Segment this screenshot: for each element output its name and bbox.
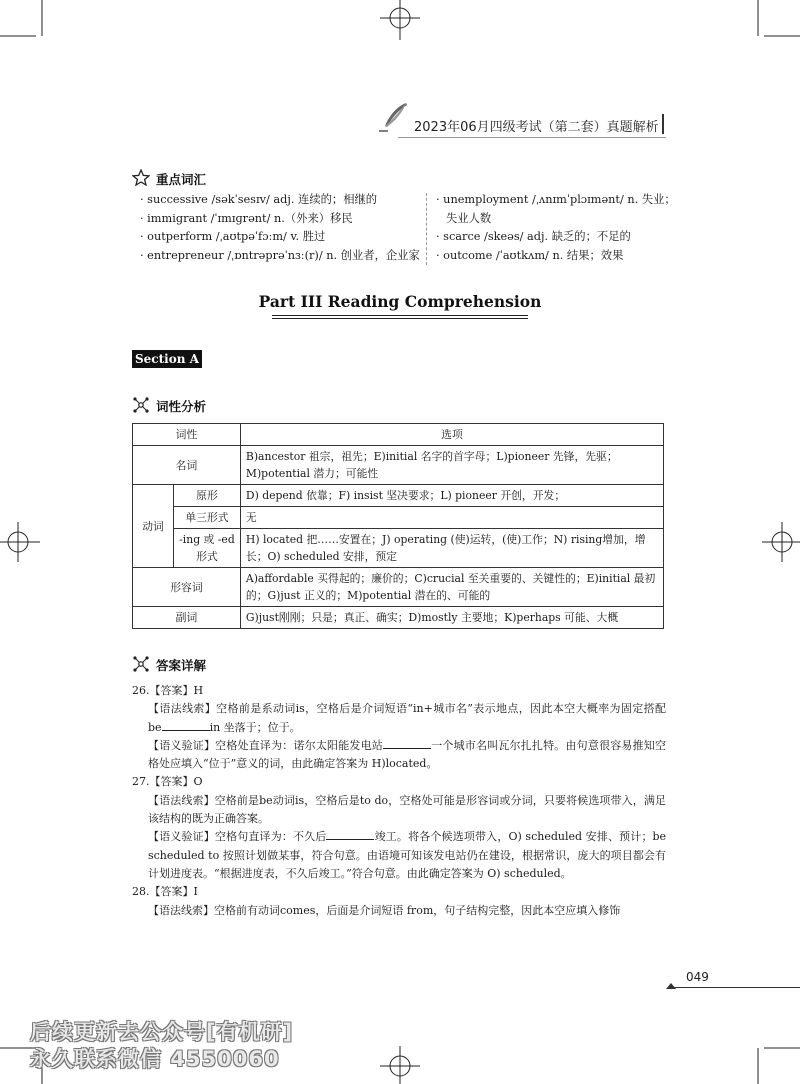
answer-blank: [326, 829, 374, 840]
answers-heading: 答案详解: [156, 658, 207, 673]
table-cell: 形容词: [133, 568, 241, 607]
answer-text: 【语法线索】空格前是系动词is，空格后是介词短语“in+城市名”表示地点，因此本空大概率为固定搭配 be: [148, 702, 666, 734]
registration-mark-top: [380, 0, 420, 40]
table-header-cell: 词性: [133, 424, 241, 446]
table-row: [133, 446, 664, 485]
answer-line: 27.【答案】O: [132, 775, 203, 789]
pos-table: [132, 423, 664, 629]
page-header-title: 2023年06月四级考试（第二套）真题解析: [414, 120, 659, 135]
table-row: [133, 607, 664, 629]
part-title: Part III Reading Comprehension: [258, 292, 542, 311]
answer-line: 28.【答案】I: [132, 885, 198, 899]
vocab-list-left: [140, 191, 420, 265]
answer-text: 【语义验证】空格处直译为：诺尔太阳能发电站: [148, 738, 383, 752]
answer-text: 一个城市名叫瓦尔扎扎特。由句意很容易推知空格处应填入“位于”意义的词，由此确定答案为 H)located。: [148, 738, 666, 771]
table-cell: 单三形式: [174, 507, 241, 529]
vocab-heading: 重点词汇: [156, 172, 207, 187]
vocab-item: · scarce /skeəs/ adj. 缺乏的；不足的: [436, 230, 631, 244]
watermark-line: 永久联系微信 4550060: [30, 1047, 280, 1071]
table-cell: B)ancestor 祖宗，祖先；E)initial 名字的首字母；L)pioneer 先锋，先驱；M)potential 潜力；可能性: [240, 446, 663, 485]
part-rule-bottom: [272, 318, 528, 319]
page-number-marker: [666, 983, 676, 989]
registration-mark-right: [762, 522, 800, 562]
registration-mark-bottom: [380, 1046, 420, 1084]
vocab-item: · successive /səkˈsesɪv/ adj. 连续的；相继的: [140, 193, 378, 206]
page-number-rule: [672, 987, 800, 988]
answer-blank: [162, 720, 210, 731]
table-cell: 无: [240, 507, 663, 529]
answer-paragraph: [132, 737, 666, 774]
vocab-item: · outcome /ˈaʊtkʌm/ n. 结果；效果: [436, 248, 624, 262]
answer-text: 【语义验证】空格句直译为：不久后: [148, 830, 327, 844]
answer-line: 26.【答案】H: [132, 684, 204, 697]
table-cell: H) located 把……安置在；J) operating (使)运转，(使)工作；N) rising增加，增长；O) scheduled 安排，预定: [240, 529, 663, 568]
vocab-item: · unemployment /ˌʌnɪmˈplɔɪmənt/ n. 失业；: [436, 193, 676, 206]
pos-heading: 词性分析: [156, 399, 207, 414]
table-row: [133, 507, 664, 529]
crop-mark-top-left: [0, 0, 60, 50]
crop-mark-top-right: [740, 0, 800, 50]
vocab-list-right: [436, 191, 676, 265]
answer-text: 竣工。将各个候选项带入，O) scheduled 安排、预计；be scheduled to 按照计划做某事，符合句意。由语境可知该发电站仍在建设，根据常识，庞大的项目都会有计划进度表。“根据进度表，不久后竣工。”符合句意。由此确定答案为 O) scheduled。: [148, 830, 666, 880]
part-rule-top: [272, 315, 528, 316]
answer-paragraph: 【语法线索】空格前有动词comes，后面是介词短语 from，句子结构完整，因此本空应填入修饰: [148, 903, 621, 917]
table-row: [133, 485, 664, 507]
watermark-line: 后续更新去公众号[有机研]: [30, 1020, 294, 1044]
network-icon: [132, 396, 150, 418]
table-cell: A)affordable 买得起的；廉价的；C)crucial 至关重要的、关键性的；E)initial 最初的；G)just 正义的；M)potential 潜在的、可能的: [240, 568, 663, 607]
table-header-cell: 选项: [240, 424, 663, 446]
star-icon: [132, 169, 150, 190]
answers-body: [132, 682, 666, 920]
page-number: 049: [686, 970, 709, 984]
vocab-item: · entrepreneur /ˌɒntrəprəˈnɜː(r)/ n. 创业者，企业家: [140, 248, 420, 262]
quill-pen-icon: [376, 100, 412, 138]
vocab-item: · outperform /ˌaʊtpəˈfɔːm/ v. 胜过: [140, 230, 326, 244]
answer-blank: [383, 738, 431, 749]
section-label: Section A: [132, 350, 202, 368]
answer-paragraph: [132, 700, 666, 737]
vocab-item: · immigrant /ˈɪmɪɡrənt/ n.（外来）移民: [140, 211, 353, 225]
registration-mark-left: [0, 522, 40, 562]
table-cell: -ing 或 -ed 形式: [174, 529, 241, 568]
answer-paragraph: 【语法线索】空格前是be动词is，空格后是to do，空格处可能是形容词或分词，只要将候选项带入，满足该结构的既为正确答案。: [148, 793, 666, 826]
answer-text: in 坐落于；位于。: [209, 720, 301, 734]
table-cell: 副词: [133, 607, 241, 629]
answer-paragraph: [132, 828, 666, 883]
network-icon: [132, 655, 150, 677]
table-row: [133, 529, 664, 568]
table-row: [133, 568, 664, 607]
crop-mark-bottom-right: [740, 1034, 800, 1084]
header-bar: [662, 114, 664, 134]
table-cell: G)just刚刚；只是；真正、确实；D)mostly 主要地；K)perhaps 可能、大概: [240, 607, 663, 629]
table-cell: 原形: [174, 485, 241, 507]
table-cell: 动词: [133, 485, 174, 568]
table-cell: 名词: [133, 446, 241, 485]
table-row: [133, 424, 664, 446]
vocab-divider: [426, 193, 427, 265]
vocab-item: 失业人数: [446, 211, 492, 225]
table-cell: D) depend 依靠；F) insist 坚决要求；L) pioneer 开创，开发；: [240, 485, 663, 507]
header-rule: [398, 137, 666, 138]
